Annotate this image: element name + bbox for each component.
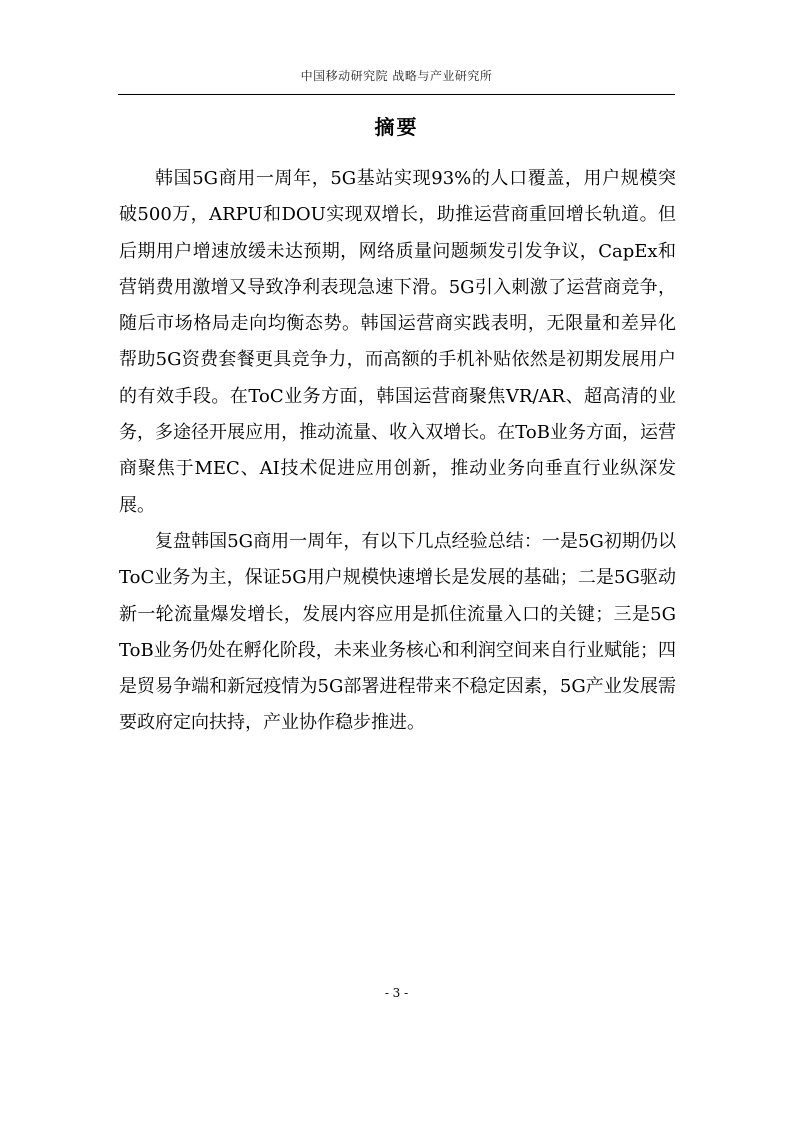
page-number: - 3 - [384, 986, 409, 1000]
abstract-paragraph-1: 韩国5G商用一周年，5G基站实现93%的人口覆盖，用户规模突破500万，ARPU和DOU实现双增长，助推运营商重回增长轨道。但后期用户增速放缓未达预期，网络质量问题频发引发争议，CapEx和营销费用激增又导致净利表现急速下滑。5G引入刺激了运营商竞争，随后市场格局走向均衡态势。韩国运营商实践表明，无限量和差异化帮助5G资费套餐更具竞争力，而高额的手机补贴依然是初期发展用户的有效手段。在ToC业务方面，韩国运营商聚焦VR/AR、超高清的业务，多途径开展应用，推动流量、收入双增长。在ToB业务方面，运营商聚焦于MEC、AI技术促进应用创新，推动业务向垂直行业纵深发展。 [119, 168, 676, 516]
abstract-paragraph-2: 复盘韩国5G商用一周年，有以下几点经验总结：一是5G初期仍以ToC业务为主，保证5G用户规模快速增长是发展的基础；二是5G驱动新一轮流量爆发增长，发展内容应用是抓住流量入口的关键；三是5G ToB业务仍处在孵化阶段，未来业务核心和利润空间来自行业赋能；四是贸易争端和新冠疫情为5G部署进程带来不稳定因素，5G产业发展需要政府定向扶持，产业协作稳步推进。 [119, 530, 676, 734]
page-title: 摘要 [374, 115, 419, 139]
abstract-body [119, 161, 676, 742]
header-text: 中国移动研究院 战略与产业研究所 [300, 69, 493, 83]
page-header [118, 62, 675, 95]
